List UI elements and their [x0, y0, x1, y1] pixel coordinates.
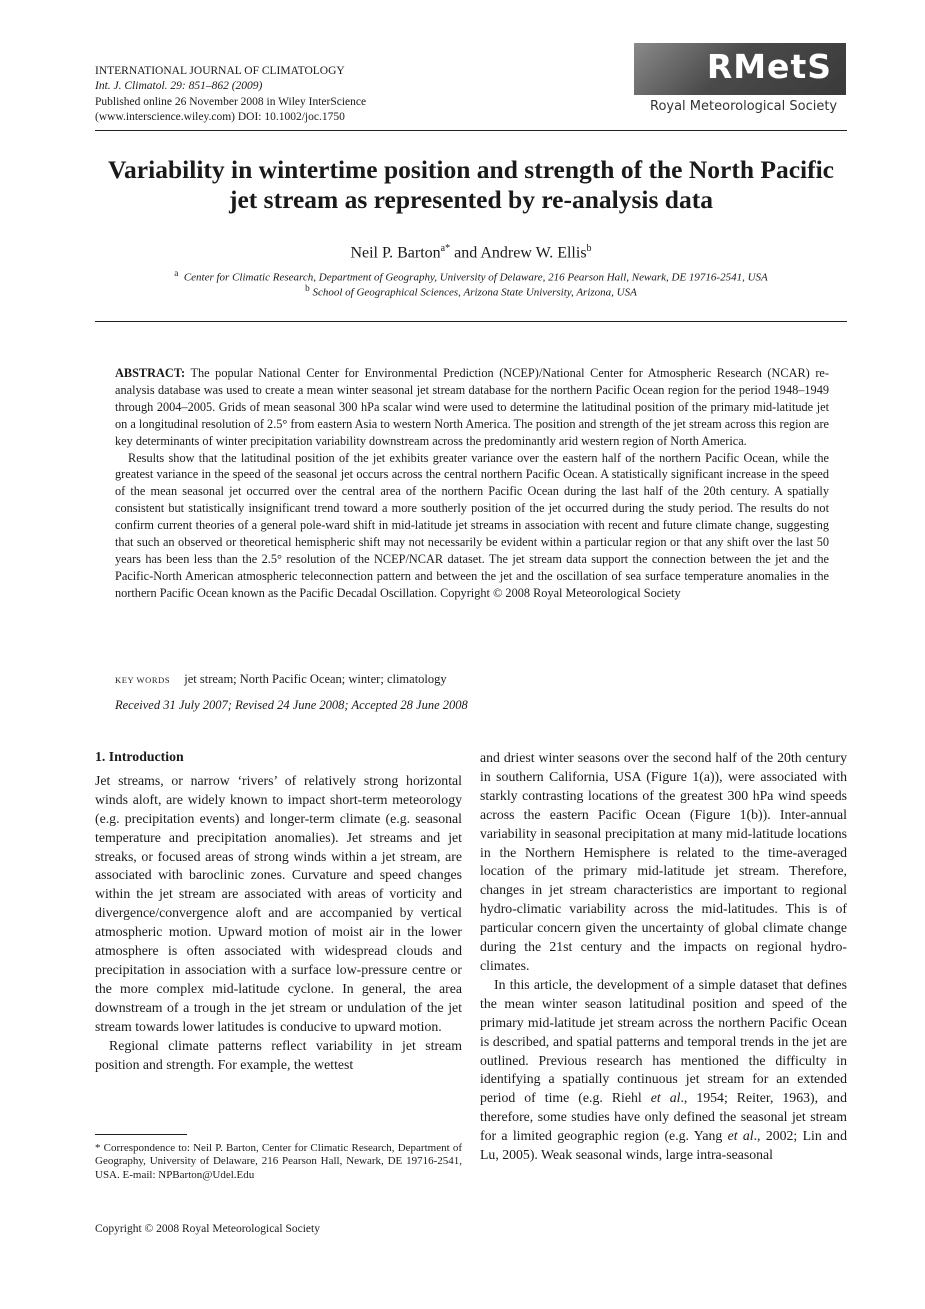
- citation: Int. J. Climatol. 29: 851–862 (2009): [95, 80, 263, 93]
- received-dates: Received 31 July 2007; Revised 24 June 2008; Accepted 28 June 2008: [115, 698, 468, 712]
- left-column: [95, 748, 462, 1074]
- author-list: [95, 243, 847, 262]
- correspondence-footnote: * Correspondence to: Neil P. Barton, Center for Climatic Research, Department of Geography, University of Delaware, 216 Pearson Hall, Newark, DE 19716-2541, USA. E-mail: NPBarton@Udel.Edu: [95, 1142, 462, 1181]
- keywords-label: KEY WORDS: [115, 675, 171, 685]
- rmets-logo: [634, 43, 846, 119]
- footnote-rule: [95, 1134, 187, 1135]
- journal-header: [95, 64, 366, 125]
- abstract: [115, 365, 829, 602]
- intro-paragraph-2-cont: and driest winter seasons over the second half of the 20th century in southern California, USA (Figure 1(a)), were associated with starkly contrasting locations of the greatest 300 hPa wind speeds across the eastern Pacific Ocean (Figure 1(b)). Inter-annual variability in seasonal precipitation at many mid-latitude locations in the Northern Hemisphere is related to the time-averaged location of the primary mid-latitude jet stream. Therefore, changes in jet stream characteristics are important to regional hydro-climatic variability across the mid-latitudes. This is of particular concern given the uncertainty of global climate change during the 21st century and the impacts on regional hydro-climates.: [480, 750, 847, 973]
- abstract-label: ABSTRACT:: [115, 366, 186, 380]
- author-1-mark: a*: [440, 243, 451, 254]
- affiliation-b: $^b$ School of Geographical Sciences, Arizona State University, Arizona, USA: [305, 283, 637, 299]
- keywords-text: jet stream; North Pacific Ocean; winter; climatology: [184, 672, 447, 686]
- intro-paragraph-1: Jet streams, or narrow ‘rivers’ of relatively strong horizontal winds aloft, are widely known to impact short-term meteorology (e.g. precipitation events) and longer-term climate (e.g. seasonal temperature and precipitation anomalies). Jet streams and jet streaks, or focused areas of strong winds within a jet stream, are associated with baroclinic zones. Curvature and speed changes within the jet stream are associated with areas of vorticity and divergence/convergence aloft and are accompanied by vertical atmospheric motion. Upward motion of moist air in the lower atmosphere is often associated with widespread clouds and precipitation in association with a surface low-pressure centre or the more complex mid-latitude cyclone. In general, the area downstream of a trough in the jet stream or undulation of the jet stream towards lower latitudes is conducive to upward motion.: [95, 772, 462, 1034]
- intro-paragraph-3: In this article, the development of a simple dataset that defines the mean winter season latitudinal position and speed of the primary mid-latitude jet stream across the northern Pacific Ocean is described, and spatial patterns and temporal trends in the jet are outlined. Previous research has mentioned the difficulty in identifying a spatially continuous jet stream for an extended period of time (e.g. Riehl et al., 1954; Reiter, 1963), and therefore, some studies have only defined the seasonal jet stream for a limited geographic region (e.g. Yang et al., 2002; Lin and Lu, 2005). Weak seasonal winds, large intra-seasonal: [480, 976, 847, 1163]
- section-heading: 1. Introduction: [95, 749, 184, 764]
- journal-name: INTERNATIONAL JOURNAL OF CLIMATOLOGY: [95, 65, 345, 77]
- author-2: Andrew W. Ellis: [480, 244, 587, 262]
- right-column: [480, 749, 847, 1165]
- paper-title: Variability in wintertime position and strength of the North Pacific jet stream as represented by re-analysis data: [107, 155, 834, 214]
- intro-paragraph-2: Regional climate patterns reflect variability in jet stream position and strength. For example, the wettest: [95, 1037, 462, 1072]
- affiliation-a: $^a$ Center for Climatic Research, Department of Geography, University of Delaware, 216 Pearson Hall, Newark, DE 19716-2541, USA: [174, 268, 768, 284]
- abstract-paragraph-2: Results show that the latitudinal position of the jet exhibits greater variance over the eastern half of the northern Pacific Ocean, while the greatest variance in the speed of the seasonal jet occurs across the central northern Pacific Ocean. A statistically significant increase in the speed of the mean seasonal jet occurred over the central area of the northern Pacific Ocean during the last half of the 20th century. A spatially consistent but statistically insignificant trend toward a more southerly position of the jet occurred during the study period. The results do not confirm current theories of a general pole-ward shift in mid-latitude jet streams in association with recent and future climate change, suggesting that such an observed or theoretical hemispheric shift may not necessarily be evident within a particular region or that any shift over the last 50 years has been less than the 2.5° resolution of the NCEP/NCAR dataset. The jet stream data support the connection between the jet and the Pacific-North American atmospheric teleconnection pattern and between the jet and the oscillation of sea surface temperature anomalies in the northern Pacific Ocean known as the Pacific Decadal Oscillation. Copyright © 2008 Royal Meteorological Society: [115, 450, 829, 600]
- logo-society-name: Royal Meteorological Society: [650, 99, 838, 114]
- logo-mark: RMetS: [706, 47, 832, 86]
- abstract-paragraph-1: The popular National Center for Environmental Prediction (NCEP)/National Center for Atmospheric Research (NCAR) re-analysis database was used to create a mean winter seasonal jet stream database for the northern Pacific Ocean region for the period 1948–1949 through 2004–2005. Grids of mean seasonal 300 hPa scalar wind were used to determine the latitudinal position of the primary mid-latitude jet on a longitudinal resolution of 2.5° from eastern Asia to western North America. The position and strength of the jet stream across this region are key determinants of winter precipitation variability downstream across the predominantly arid western region of North America.: [115, 366, 829, 448]
- doi-line: (www.interscience.wiley.com) DOI: 10.1002/joc.1750: [95, 110, 345, 123]
- author-2-mark: b: [586, 243, 592, 254]
- header-rule: [95, 130, 847, 131]
- published-line: Published online 26 November 2008 in Wiley InterScience: [95, 95, 367, 108]
- author-1: Neil P. Barton: [350, 244, 441, 262]
- copyright-footer: Copyright © 2008 Royal Meteorological Society: [95, 1223, 320, 1235]
- abstract-top-rule: [95, 321, 847, 322]
- logo-banner: [634, 43, 846, 95]
- author-conjunction: and: [450, 244, 481, 262]
- keywords: [115, 672, 447, 687]
